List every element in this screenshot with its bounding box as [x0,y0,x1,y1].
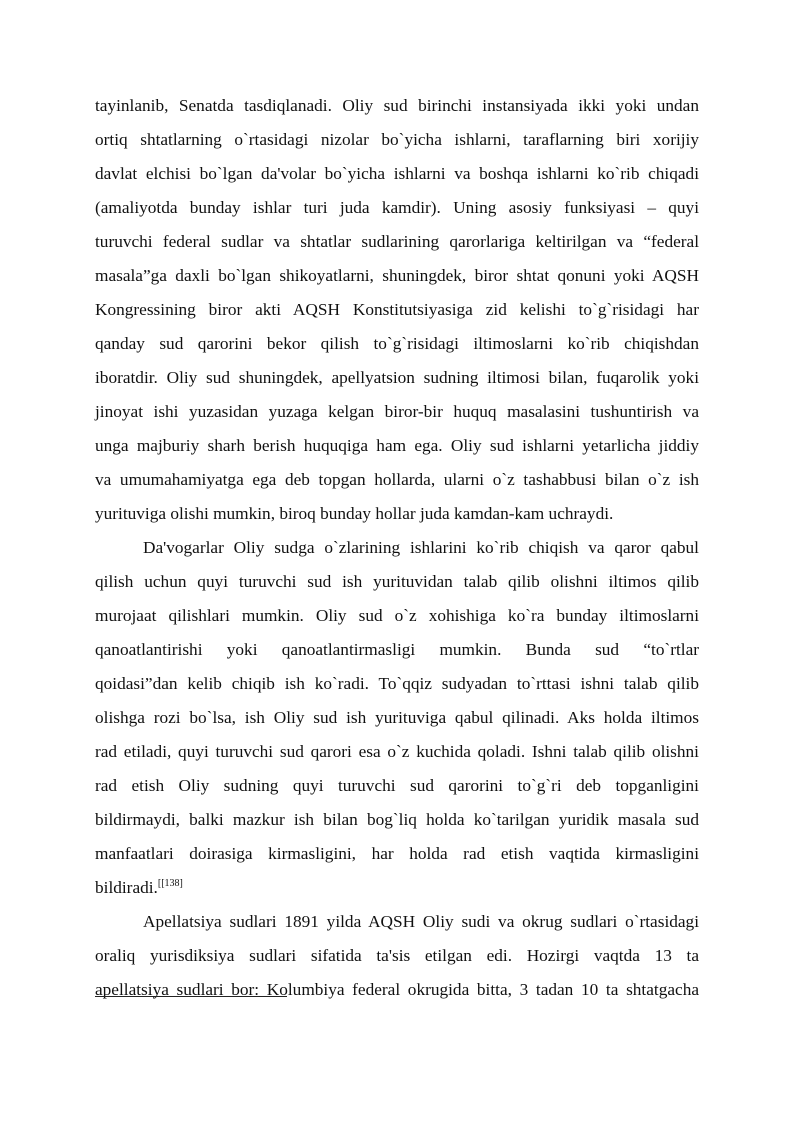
document-page [95,89,699,1007]
text-line: qanoatlantirishi yoki qanoatlantirmasligi mumkin. Bunda sud “to`rtlar [95,640,699,659]
text-line: rad etiladi, quyi turuvchi sud qarori esa o`z kuchida qoladi. Ishni talab qilib olishni [95,742,699,761]
text-line: (amaliyotda bunday ishlar turi juda kamdir). Uning asosiy funksiyasi – quyi [95,198,699,217]
text-line: murojaat qilishlari mumkin. Oliy sud o`z xohishiga ko`ra bunday iltimoslarni [95,606,699,625]
text-line: masala”ga daxli bo`lgan shikoyatlarni, shuningdek, biror shtat qonuni yoki AQSH [95,266,699,285]
text-line: Da'vogarlar Oliy sudga o`zlarining ishlarini ko`rib chiqish va qaror qabul [143,538,699,557]
text-line: yurituviga olishi mumkin, biroq bunday hollar juda kamdan-kam uchraydi. [95,504,614,523]
text-line: qoidasi”dan kelib chiqib ish ko`radi. To`qqiz sudyadan to`rttasi ishni talab qilib [95,674,699,693]
paragraph-appeals-courts [95,905,699,1007]
text-line: Kongressining biror akti AQSH Konstitutsiyasiga zid kelishi to`g`risidagi har [95,300,699,319]
text-line: va umumahamiyatga ega deb topgan hollarda, ularni o`z tashabbusi bilan o`z ish [95,470,699,489]
text-line: davlat elchisi bo`lgan da'volar bo`yicha ishlarni va boshqa ishlarni ko`rib chiqadi [95,164,699,183]
text-line-with-footnote [95,871,699,905]
text-line: rad etish Oliy sudning quyi turuvchi sud qarorini to`g`ri deb topganligini [95,776,699,795]
paragraph-supreme-court-jurisdiction [95,89,699,531]
text-line: Apellatsiya sudlari 1891 yilda AQSH Oliy sudi va okrug sudlari o`rtasidagi [143,912,699,931]
footnote-separator [95,996,287,997]
text-line: jinoyat ishi yuzasidan yuzaga kelgan biror-bir huquq masalasini tushuntirish va [95,402,699,421]
text-line: turuvchi federal sudlar va shtatlar sudlarining qarorlariga keltirilgan va “federal [95,232,699,251]
text-line: ortiq shtatlarning o`rtasidagi nizolar bo`yicha ishlarni, taraflarning biri xorijiy [95,130,699,149]
paragraph-certiorari-petitions [95,531,699,905]
text-line: oraliq yurisdiksiya sudlari sifatida ta'sis etilgan edi. Hozirgi vaqtda 13 ta [95,946,699,965]
text-line: apellatsiya sudlari bor: Kolumbiya federal okrugida bitta, 3 tadan 10 ta shtatgacha [95,980,699,999]
text-line: bildiradi. [95,878,158,897]
text-line: unga majburiy sharh berish huquqiga ham ega. Oliy sud ishlarni yetarlicha jiddiy [95,436,699,455]
text-line: qanday sud qarorini bekor qilish to`g`risidagi iltimoslarni ko`rib chiqishdan [95,334,699,353]
text-line: olishga rozi bo`lsa, ish Oliy sud ish yurituviga qabul qilinadi. Aks holda iltimos [95,708,699,727]
text-line: qilish uchun quyi turuvchi sud ish yurituvidan talab qilib olishni iltimos qilib [95,572,699,591]
text-line: manfaatlari doirasiga kirmasligini, har holda rad etish vaqtida kirmasligini [95,844,699,863]
text-line: tayinlanib, Senatda tasdiqlanadi. Oliy sud birinchi instansiyada ikki yoki undan [95,96,699,115]
text-line: bildirmaydi, balki mazkur ish bilan bog`liq holda ko`tarilgan yuridik masala sud [95,810,699,829]
text-line: iboratdir. Oliy sud shuningdek, apellyatsion sudning iltimosi bilan, fuqarolik yoki [95,368,699,387]
footnote-reference[interactable]: [[138] [157,878,183,889]
